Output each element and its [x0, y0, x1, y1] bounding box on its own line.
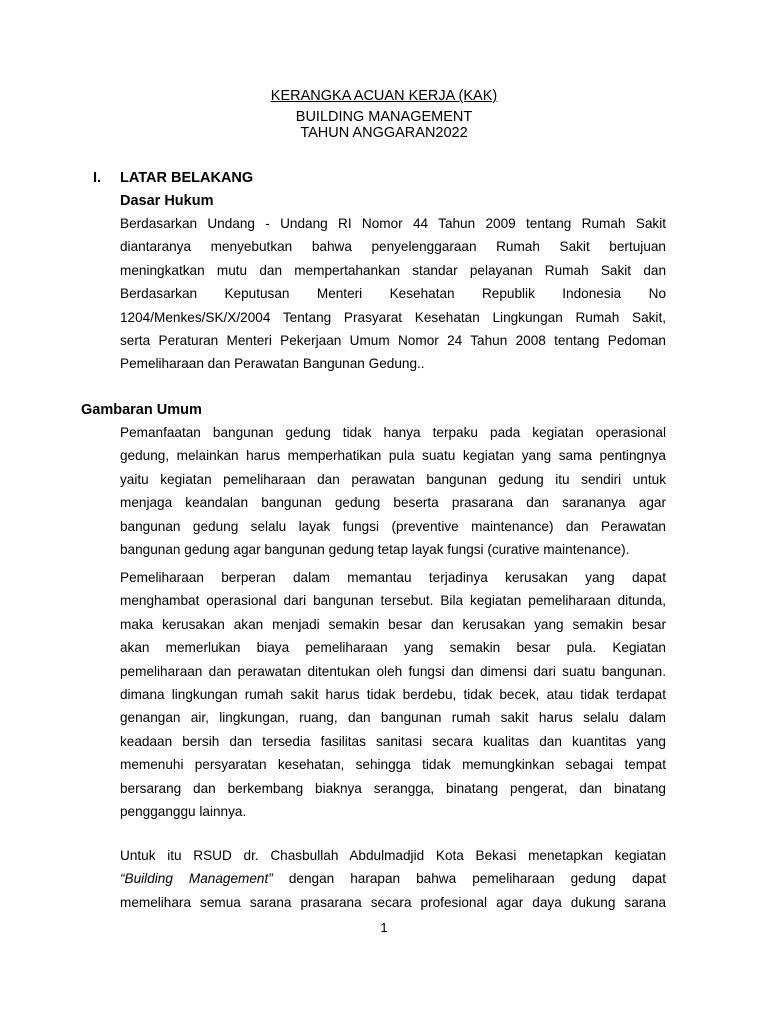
paragraph-line: bangunan gedung selalu layak fungsi (preventive maintenance) dan Perawatan [120, 518, 666, 534]
paragraph-line: Untuk itu RSUD dr. Chasbullah Abdulmadjid Kota Bekasi menetapkan kegiatan [120, 848, 666, 863]
paragraph-line: pengganggu lainnya. [120, 804, 247, 820]
paragraph-line: 1204/Menkes/SK/X/2004 Tentang Prasyarat Kesehatan Lingkungan Rumah Sakit, [120, 309, 666, 325]
paragraph-line: maka kerusakan akan menjadi semakin besar dan kerusakan yang semakin besar [120, 616, 666, 632]
paragraph-gambaran-3 [120, 844, 666, 914]
page-number: 1 [380, 920, 388, 935]
paragraph-line: menjaga keandalan bangunan gedung beserta prasarana dan sarananya agar [120, 495, 666, 511]
paragraph-line: akan memerlukan biaya pemeliharaan yang semakin besar pula. Kegiatan [120, 640, 666, 656]
paragraph-line: pemeliharaan dan perawatan ditentukan oleh fungsi dan dimensi dari suatu bangunan. [120, 663, 666, 679]
subheading-dasar-hukum: Dasar Hukum [120, 193, 214, 209]
paragraph-line: Pemeliharaan berperan dalam memantau terjadinya kerusakan yang dapat [120, 570, 666, 585]
paragraph-line-rest: dengan harapan bahwa pemeliharaan gedung dapat [288, 871, 666, 887]
subheading-gambaran-umum: Gambaran Umum [81, 402, 202, 418]
paragraph-gambaran-1 [120, 421, 666, 561]
paragraph-line: keadaan bersih dan tersedia fasilitas sanitasi secara kualitas dan kuantitas yang [120, 733, 666, 749]
paragraph-line: diantaranya menyebutkan bahwa penyelenggaraan Rumah Sakit bertujuan [120, 239, 666, 255]
document-year: TAHUN ANGGARAN2022 [300, 125, 468, 141]
paragraph-dasar-hukum [120, 212, 666, 376]
document-title: KERANGKA ACUAN KERJA (KAK) [270, 88, 498, 104]
italic-term: “Building Management” [120, 871, 273, 887]
paragraph-line: dimana lingkungan rumah sakit harus tidak berdebu, tidak becek, atau tidak terdapat [120, 687, 666, 703]
section-number: I. [93, 170, 102, 186]
paragraph-line: menghambat operasional dari bangunan tersebut. Bila kegiatan pemeliharaan ditunda, [120, 593, 666, 609]
paragraph-line: Pemeliharaan dan Perawatan Bangunan Gedung.. [120, 356, 425, 372]
paragraph-gambaran-2 [120, 566, 666, 823]
paragraph-line [120, 867, 666, 890]
document-subtitle: BUILDING MANAGEMENT [295, 109, 473, 125]
paragraph-line: meningkatkan mutu dan mempertahankan standar pelayanan Rumah Sakit dan [120, 262, 666, 278]
paragraph-line: memelihara semua sarana prasarana secara profesional agar daya dukung sarana [120, 894, 666, 910]
paragraph-line: gedung, melainkan harus memperhatikan pula suatu kegiatan yang sama pentingnya [120, 448, 666, 464]
paragraph-line: yaitu kegiatan pemeliharaan dan perawatan bangunan gedung itu sendiri untuk [120, 471, 666, 487]
paragraph-line: Berdasarkan Keputusan Menteri Kesehatan Republik Indonesia No [120, 286, 666, 302]
paragraph-line: memenuhi persyaratan kesehatan, sehingga tidak memungkinkan sebagai tempat [120, 757, 666, 773]
section-title: LATAR BELAKANG [120, 170, 254, 186]
paragraph-line: serta Peraturan Menteri Pekerjaan Umum Nomor 24 Tahun 2008 tentang Pedoman [120, 333, 666, 349]
paragraph-line: Pemanfaatan bangunan gedung tidak hanya terpaku pada kegiatan operasional [120, 425, 666, 440]
paragraph-line: Berdasarkan Undang - Undang RI Nomor 44 Tahun 2009 tentang Rumah Sakit [120, 216, 666, 231]
paragraph-line: bangunan gedung agar bangunan gedung tetap layak fungsi (curative maintenance). [120, 542, 630, 558]
paragraph-line: genangan air, lingkungan, ruang, dan bangunan rumah sakit harus selalu dalam [120, 710, 666, 726]
paragraph-line: bersarang dan berkembang biaknya serangga, binatang pengerat, dan binatang [120, 780, 666, 796]
